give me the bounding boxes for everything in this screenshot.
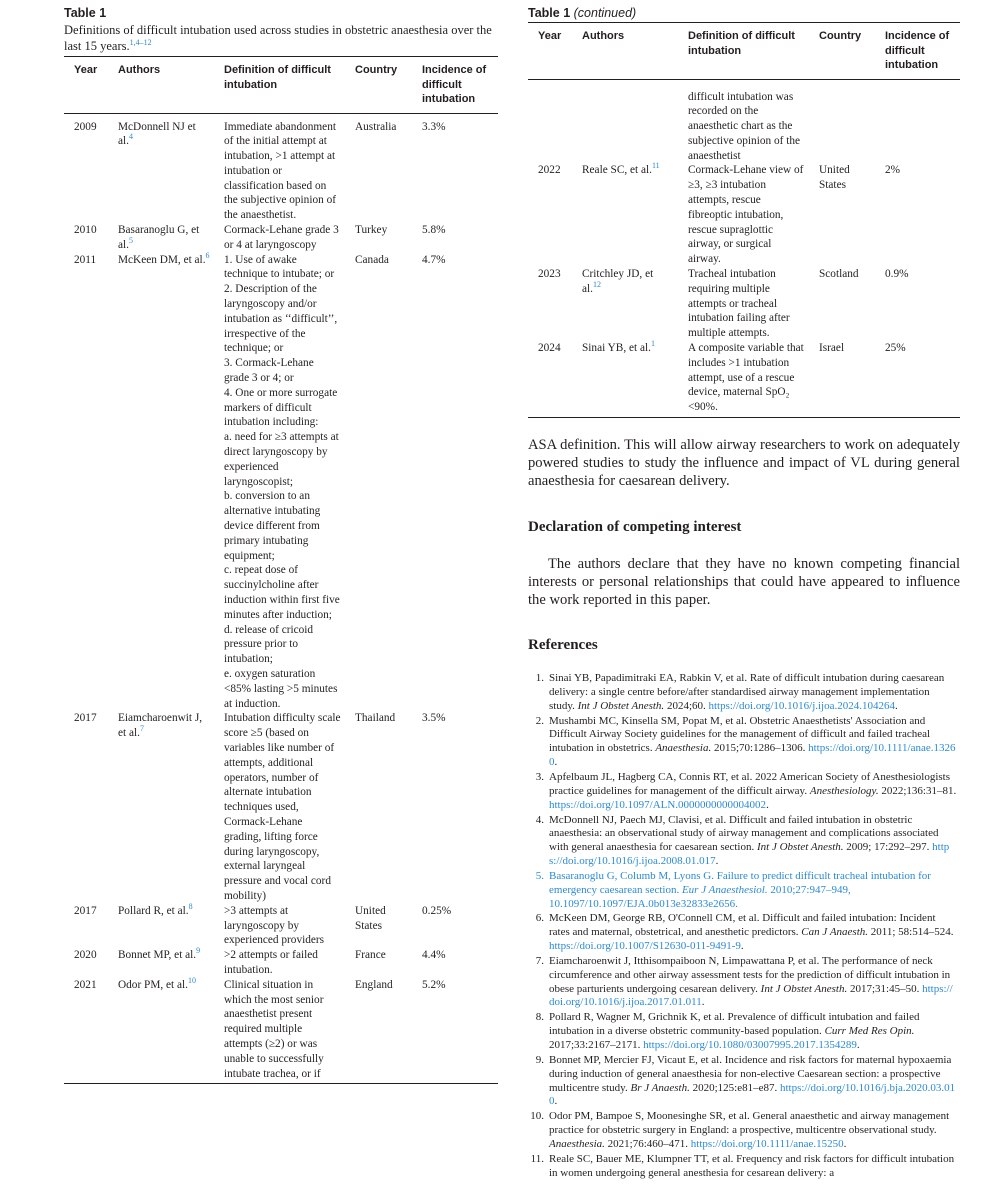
table-row — [64, 978, 498, 1084]
reference-volume: 2017;33:2167–2171. — [549, 1039, 641, 1052]
reference-text: McDonnell NJ, Paech MJ, Clavisi, et al. Difficult and failed intubation in obstetric anaesthesia: an observational study of airway management and complications associated with general anaesthesia for caesarean section. — [549, 813, 939, 854]
cell-author — [572, 163, 678, 267]
reference-text[interactable]: Basaranoglu G, Columb M, Lyons G. Failure to predict difficult tracheal intubation for emergency caesarean section. — [549, 869, 931, 896]
cell-year: 2017 — [74, 904, 97, 917]
table-row — [64, 948, 498, 978]
competing-interest-paragraph: The authors declare that they have no known competing financial interests or personal relationships that could have appeared to influence the work reported in this paper. — [528, 556, 960, 609]
cell-country: Scotland — [819, 268, 859, 281]
reference-volume: 2011; 58:514–524. — [870, 926, 954, 939]
author-name: Pollard R, et al. — [118, 904, 189, 917]
cell-author — [572, 341, 678, 417]
cell-incidence: 5.8% — [422, 224, 446, 237]
reference-end: . — [715, 854, 719, 867]
table-body — [528, 79, 960, 417]
reference-text: Mushambi MC, Kinsella SM, Popat M, et al. Obstetric Anaesthetists' Association and Difficult Airway Society guidelines for the management of difficult and failed tracheal intubation in obstetrics. — [549, 714, 931, 755]
author-name: Sinai YB, et al. — [582, 342, 651, 355]
cell-definition: 1. Use of awake technique to intubate; or 2. Description of the laryngoscopy and/or intubation as ‘‘difficult’’, irrespective of the technique; or 3. Cormack-Lehane grade 3 or 4; or 4. One or more surrogate markers of difficult intubation including: a. need for ≥3 attempts at direct laryngoscopy by experienced laryngoscopist; b. conversion to an alternative intubating device different from primary intubating equipment; c. repeat dose of succinylcholine after induction within first five minutes after induction; d. release of cricoid pressure prior to intubation; e. oxygen saturation <85% lasting >5 minutes at induction. — [224, 253, 340, 710]
col-header-country: Country — [355, 64, 398, 76]
doi-link[interactable]: https://doi.org/10.1016/j.ijoa.2024.104264 — [708, 699, 895, 712]
cell-definition: difficult intubation was recorded on the anaesthetic chart as the subjective opinion of the anaesthetist — [688, 90, 801, 162]
col-header-country: Country — [819, 30, 862, 42]
cell-year: 2011 — [74, 253, 97, 266]
cell-author — [108, 113, 214, 223]
cell-definition: Clinical situation in which the most senior anaesthetist present required multiple attempts (≥2) or was unable to successfully intubate trachea, or if — [224, 978, 324, 1080]
table-header-row — [64, 57, 498, 114]
cell-incidence: 0.9% — [885, 268, 909, 281]
heading-references: References — [528, 637, 598, 653]
author-name: Odor PM, et al. — [118, 978, 188, 991]
body-paragraph: ASA definition. This will allow airway researchers to work on adequately powered studies to study the influence and impact of VL during general anaesthesia for caesarean delivery. — [528, 437, 960, 490]
reference-end: . — [701, 996, 705, 1009]
reference-text: McKeen DM, George RB, O'Connell CM, et al. Difficult and failed intubation: Incident rates and maternal, obstetrical, and anesthetic predictors. — [549, 912, 936, 939]
reference-item — [528, 715, 958, 770]
doi-link[interactable]: https://doi.org/10.1007/S12630-011-9491-9 — [549, 940, 741, 953]
reference-end: . — [895, 699, 898, 712]
reference-end: . — [554, 755, 558, 768]
cell-incidence: 3.5% — [422, 712, 446, 725]
cell-country: England — [355, 978, 393, 991]
citation-link[interactable]: 5 — [128, 236, 133, 246]
cell-author — [572, 267, 678, 341]
reference-volume: 2015;70:1286–1306. — [714, 742, 806, 755]
caption-ref-link[interactable]: 1,4–12 — [129, 37, 152, 47]
cell-definition: Intubation difficulty scale score ≥5 (based on variables like number of attempts, additional operators, number of alternate intubation techniques used, Cormack-Lehane grading, lifting force during laryngoscopy, external laryngeal pressure and vocal cord mobility) — [224, 712, 341, 902]
citation-link[interactable]: 7 — [139, 724, 144, 734]
cell-author — [572, 79, 678, 163]
reference-journal: Int J Obstet Anesth. — [756, 841, 844, 854]
reference-end: . — [766, 798, 769, 811]
col-header-definition: Definition of difficult intubation — [224, 64, 331, 91]
cell-country — [809, 79, 875, 163]
reference-volume: 2017;31:45–50. — [849, 982, 920, 995]
cell-definition: Immediate abandonment of the initial attempt at intubation, >1 attempt at intubation or classification based on the subjective opinion of the anaesthetist. — [224, 120, 337, 222]
table-row — [528, 163, 960, 267]
table-right-container — [528, 22, 960, 418]
table-row — [64, 113, 498, 223]
reference-journal: Anaesthesia. — [549, 1137, 605, 1150]
reference-item — [528, 870, 958, 911]
cell-incidence: 5.2% — [422, 978, 446, 991]
difficult-intubation-table-continued — [528, 22, 960, 417]
table-row — [528, 341, 960, 417]
cell-country: France — [355, 949, 386, 962]
citation-link[interactable]: 4 — [128, 132, 133, 142]
reference-text: Eiamcharoenwit J, Itthisompaiboon N, Limpawattana P, et al. The performance of neck circumference and other airway assessment tests for the prediction of difficult intubation in obese parturients undergoing cesarean delivery. — [549, 955, 951, 995]
reference-volume: 2024;60. — [666, 699, 706, 712]
cell-year: 2017 — [74, 712, 97, 725]
reference-item — [528, 814, 958, 869]
reference-list — [528, 672, 958, 1182]
cell-incidence: 0.25% — [422, 904, 452, 917]
heading-competing-interest: Declaration of competing interest — [528, 519, 742, 535]
cell-year: 2023 — [538, 268, 561, 281]
reference-number: 1. — [535, 672, 544, 684]
table-row — [528, 79, 960, 163]
reference-number: 5. — [535, 869, 544, 882]
cell-country: Canada — [355, 253, 389, 266]
cell-incidence: 2% — [885, 164, 901, 177]
cell-country: Australia — [355, 120, 397, 133]
reference-text: Apfelbaum JL, Hagberg CA, Connis RT, et al. 2022 American Society of Anesthesiologists practice guidelines for management of the difficult airway. — [549, 770, 950, 797]
cell-year: 2020 — [74, 949, 97, 962]
col-header-incidence: Incidence of difficult intubation — [885, 30, 950, 71]
table-row — [64, 711, 498, 903]
reference-text: Reale SC, Bauer ME, Klumpner TT, et al. Frequency and risk factors for difficult intubation in women undergoing general anesthesia for cesarean delivery: a — [549, 1152, 955, 1179]
cell-year: 2021 — [74, 978, 97, 991]
reference-number: 3. — [535, 770, 544, 783]
reference-number: 8. — [535, 1011, 544, 1024]
citation-link[interactable]: 9 — [196, 946, 201, 956]
author-name: Reale SC, et al. — [582, 164, 652, 177]
col-header-authors: Authors — [118, 64, 161, 76]
cell-country: Israel — [819, 342, 845, 355]
reference-item — [528, 672, 958, 713]
citation-link[interactable]: 12 — [592, 280, 601, 290]
doi-link[interactable]: https://doi.org/10.1111/anae.15250 — [690, 1137, 844, 1150]
col-header-incidence: Incidence of difficult intubation — [422, 64, 487, 105]
author-name: McKeen DM, et al. — [118, 253, 206, 266]
reference-journal: Br J Anaesth. — [630, 1081, 690, 1094]
table-row — [64, 223, 498, 253]
table-row — [528, 267, 960, 341]
reference-item — [528, 955, 958, 1010]
citation-link[interactable]: 8 — [188, 901, 193, 911]
reference-text: Sinai YB, Papadimitraki EA, Rabkin V, et al. Rate of difficult intubation during caesarean delivery: a single centre before/after standardised airway management implementation study. — [549, 672, 945, 712]
reference-number: 7. — [535, 955, 544, 968]
reference-end: . — [740, 940, 744, 953]
reference-text: Bonnet MP, Mercier FJ, Vicaut E, et al. Incidence and risk factors for maternal hypoxaemia during induction of general anaesthesia for non-elective Caesarean section: a prospective multicentre study. — [549, 1054, 952, 1094]
doi-link[interactable]: https://doi.org/10.1111/anae.13260 — [549, 742, 956, 768]
table-row — [64, 253, 498, 712]
reference-journal: Eur J Anaesthesiol. — [681, 883, 768, 896]
cell-author — [108, 901, 214, 948]
col-header-authors: Authors — [582, 30, 625, 42]
table-body — [64, 113, 498, 1083]
reference-journal: Curr Med Res Opin. — [824, 1025, 915, 1038]
reference-item — [528, 771, 958, 812]
reference-number: 6. — [535, 912, 544, 925]
col-header-definition: Definition of difficult intubation — [688, 30, 795, 57]
reference-number: 11. — [530, 1152, 544, 1165]
reference-number: 4. — [535, 813, 544, 826]
table-left-container — [64, 56, 498, 1084]
table-continued-title: Table 1 (continued) — [528, 6, 637, 20]
author-name: Basaranoglu G, et al. — [118, 224, 200, 251]
reference-journal: Anesthesiology. — [809, 784, 879, 797]
reference-journal: Int J Obstet Anesth. — [577, 699, 665, 712]
table-row — [64, 904, 498, 948]
cell-country: United States — [819, 164, 850, 192]
cell-author — [108, 223, 214, 253]
cell-definition: Tracheal intubation requiring multiple attempts or tracheal intubation failing after multiple attempts. — [688, 268, 790, 340]
cell-country: Thailand — [355, 712, 396, 725]
cell-author — [108, 948, 214, 978]
cell-incidence: 25% — [885, 342, 906, 355]
reference-journal: Can J Anaesth. — [801, 926, 869, 939]
cell-definition: Cormack-Lehane grade 3 or 4 at laryngoscopy — [224, 224, 339, 251]
cell-year: 2009 — [74, 120, 97, 133]
cell-author — [108, 250, 214, 712]
cell-definition: >2 attempts or failed intubation. — [224, 949, 318, 976]
reference-item — [528, 1153, 958, 1181]
reference-item — [528, 1054, 958, 1109]
table-title: Table 1 — [64, 6, 107, 20]
table-header-row — [528, 23, 960, 80]
cell-definition: >3 attempts at laryngoscopy by experienced providers — [224, 904, 325, 947]
reference-volume: 2020;125:e81–e87. — [692, 1081, 778, 1094]
cell-incidence — [875, 79, 960, 163]
reference-number: 2. — [535, 714, 544, 727]
citation-link[interactable]: 10 — [187, 975, 196, 985]
reference-text: Odor PM, Bampoe S, Moonesinghe SR, et al. General anaesthetic and airway management practice for obstetric surgery in England: a prospective, multicentre observational study. — [549, 1110, 950, 1137]
cell-year: 2022 — [538, 164, 561, 177]
reference-end: . — [554, 1095, 558, 1108]
doi-link[interactable]: https://doi.org/10.1097/ALN.0000000000004002 — [549, 798, 767, 811]
author-name: Eiamcharoenwit J, et al. — [118, 712, 203, 740]
reference-item — [528, 1011, 958, 1052]
cell-year — [528, 79, 572, 163]
reference-text: Pollard R, Wagner M, Grichnik K, et al. Prevalence of difficult intubation and failed intubation in a diverse obstetric community-based population. — [549, 1011, 920, 1038]
cell-country: United States — [355, 904, 386, 932]
author-name: Critchley JD, et al. — [582, 268, 654, 295]
cell-definition: Cormack-Lehane view of ≥3, ≥3 intubation attempts, rescue fibreoptic intubation, rescue supraglottic airway, or surgical airway. — [688, 164, 804, 266]
reference-item — [528, 1110, 958, 1151]
col-header-year: Year — [74, 64, 98, 76]
reference-end: . — [843, 1137, 847, 1150]
citation-link[interactable]: 1 — [650, 339, 655, 349]
reference-number: 10. — [530, 1110, 544, 1123]
citation-link[interactable]: 11 — [651, 161, 660, 171]
cell-year: 2024 — [538, 342, 561, 355]
cell-definition: A composite variable that includes >1 intubation attempt, use of a rescue device, maternal SpO₂ <90%. — [688, 342, 804, 414]
cell-incidence: 4.4% — [422, 949, 446, 962]
doi-link[interactable]: https://doi.org/10.1016/j.bja.2020.03.010 — [549, 1081, 956, 1108]
cell-author — [108, 711, 214, 903]
reference-volume: 2009; 17:292–297. — [846, 841, 930, 854]
doi-link[interactable]: https://doi.org/10.1080/03007995.2017.1354289 — [643, 1039, 857, 1052]
reference-end: . — [856, 1039, 860, 1052]
difficult-intubation-table — [64, 56, 498, 1083]
cell-country: Turkey — [355, 224, 388, 237]
reference-volume: 2010;27:947–949, 10.1097/10.1097/EJA.0b013e32833e2656. — [549, 883, 851, 910]
reference-volume: 2021;76:460–471. — [607, 1137, 689, 1150]
reference-journal: Int J Obstet Anesth. — [760, 982, 848, 995]
author-name: Bonnet MP, et al. — [118, 949, 197, 962]
citation-link[interactable]: 6 — [205, 250, 210, 260]
reference-journal: Anaesthesia. — [655, 742, 712, 755]
reference-volume: 2022;136:31–81. — [881, 784, 957, 797]
reference-number: 9. — [535, 1054, 544, 1067]
cell-incidence: 4.7% — [422, 253, 446, 266]
author-name: McDonnell NJ et al. — [118, 120, 196, 148]
cell-year: 2010 — [74, 224, 97, 237]
doi-link[interactable]: https://doi.org/10.1016/j.ijoa.2017.01.011 — [549, 982, 953, 1009]
cell-incidence: 3.3% — [422, 120, 446, 133]
cell-author — [108, 975, 214, 1084]
doi-link[interactable]: https://doi.org/10.1016/j.ijoa.2008.01.017 — [549, 841, 950, 867]
col-header-year: Year — [538, 30, 562, 42]
table-caption: Definitions of difficult intubation used across studies in obstetric anaesthesia over the last 15 years.$^{1,4-12}$ — [64, 23, 492, 53]
reference-item — [528, 912, 958, 953]
